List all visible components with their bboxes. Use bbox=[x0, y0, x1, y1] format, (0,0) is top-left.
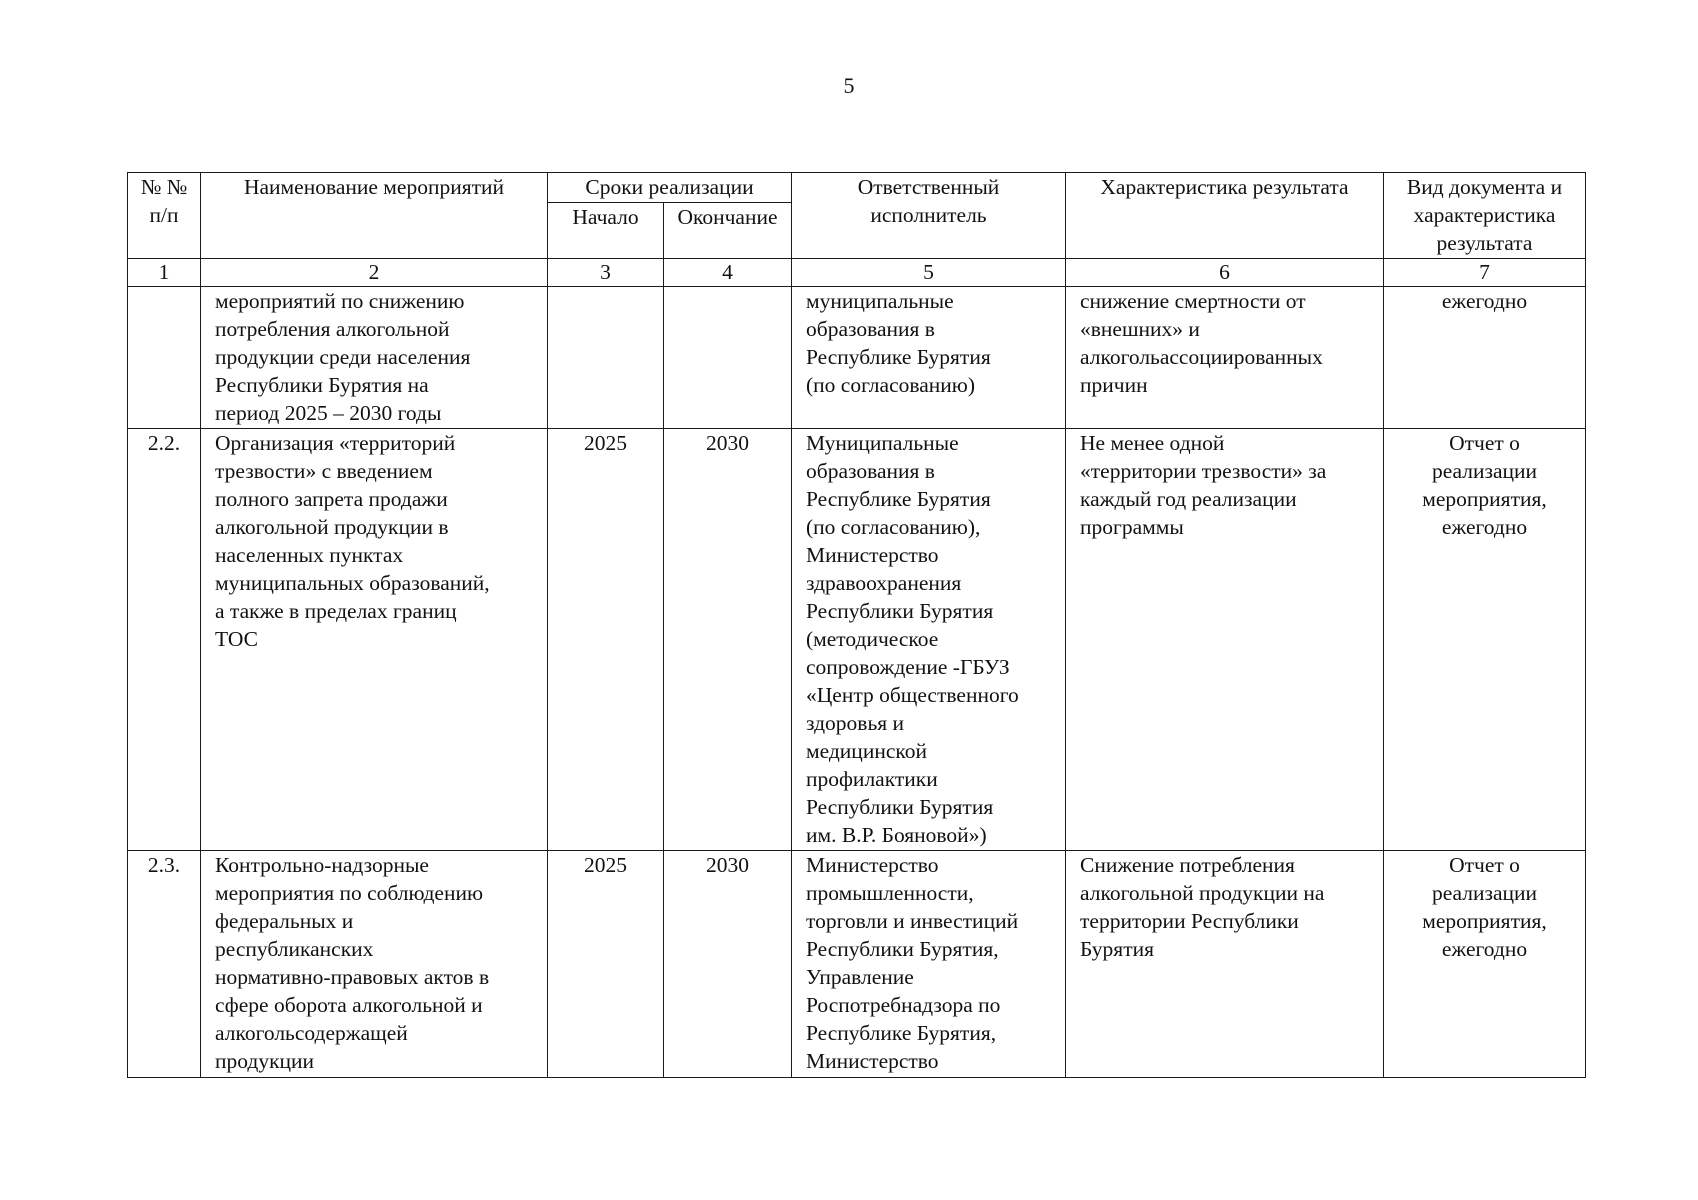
result-description: Не менее одной «территории трезвости» за каждый год реализации программы bbox=[1066, 429, 1384, 851]
header-result: Характеристика результата bbox=[1066, 173, 1384, 259]
header-responsible: Ответственный исполнитель bbox=[792, 173, 1066, 259]
result-description: снижение смертности от «внешних» и алкогольассоциированных причин bbox=[1066, 287, 1384, 429]
column-number: 5 bbox=[792, 259, 1066, 287]
responsible-executor: Министерство промышленности, торговли и инвестиций Республики Бурятия, Управление Роспотребнадзора по Республике Бурятия, Министерство bbox=[792, 851, 1066, 1078]
activity-name: Организация «территорий трезвости» с введением полного запрета продажи алкогольной продукции в населенных пунктах муниципальных образований, а также в пределах границ ТОС bbox=[201, 429, 548, 851]
header-start: Начало bbox=[548, 203, 664, 259]
column-number: 7 bbox=[1384, 259, 1586, 287]
header-timeframe: Сроки реализации bbox=[548, 173, 792, 203]
column-number: 1 bbox=[128, 259, 201, 287]
start-year bbox=[548, 287, 664, 429]
row-number bbox=[128, 287, 201, 429]
activities-table bbox=[127, 172, 1586, 1078]
header-document-type: Вид документа и характеристика результата bbox=[1384, 173, 1586, 259]
table-row bbox=[128, 851, 1586, 1078]
end-year: 2030 bbox=[664, 851, 792, 1078]
table-row bbox=[128, 429, 1586, 851]
row-number: 2.2. bbox=[128, 429, 201, 851]
row-number: 2.3. bbox=[128, 851, 201, 1078]
header-number: № № п/п bbox=[128, 173, 201, 259]
start-year: 2025 bbox=[548, 429, 664, 851]
header-activity-name: Наименование мероприятий bbox=[201, 173, 548, 259]
table-row bbox=[128, 287, 1586, 429]
page-number: 5 bbox=[843, 73, 855, 98]
result-description: Снижение потребления алкогольной продукции на территории Республики Бурятия bbox=[1066, 851, 1384, 1078]
document-type: Отчет о реализации мероприятия, ежегодно bbox=[1384, 429, 1586, 851]
activity-name: Контрольно-надзорные мероприятия по соблюдению федеральных и республиканских нормативно-правовых актов в сфере оборота алкогольной и алкогольсодержащей продукции bbox=[201, 851, 548, 1078]
header-end: Окончание bbox=[664, 203, 792, 259]
end-year bbox=[664, 287, 792, 429]
start-year: 2025 bbox=[548, 851, 664, 1078]
header-row bbox=[128, 173, 1586, 203]
responsible-executor: муниципальные образования в Республике Бурятия (по согласованию) bbox=[792, 287, 1066, 429]
column-number: 2 bbox=[201, 259, 548, 287]
column-number: 4 bbox=[664, 259, 792, 287]
column-number: 3 bbox=[548, 259, 664, 287]
document-type: Отчет о реализации мероприятия, ежегодно bbox=[1384, 851, 1586, 1078]
end-year: 2030 bbox=[664, 429, 792, 851]
document-type: ежегодно bbox=[1384, 287, 1586, 429]
column-number: 6 bbox=[1066, 259, 1384, 287]
activity-name: мероприятий по снижению потребления алкогольной продукции среди населения Республики Бурятия на период 2025 – 2030 годы bbox=[201, 287, 548, 429]
column-number-row bbox=[128, 259, 1586, 287]
responsible-executor: Муниципальные образования в Республике Бурятия (по согласованию), Министерство здравоохранения Республики Бурятия (методическое сопровождение -ГБУЗ «Центр общественного здоровья и медицинской профилактики Республики Бурятия им. В.Р. Бояновой») bbox=[792, 429, 1066, 851]
